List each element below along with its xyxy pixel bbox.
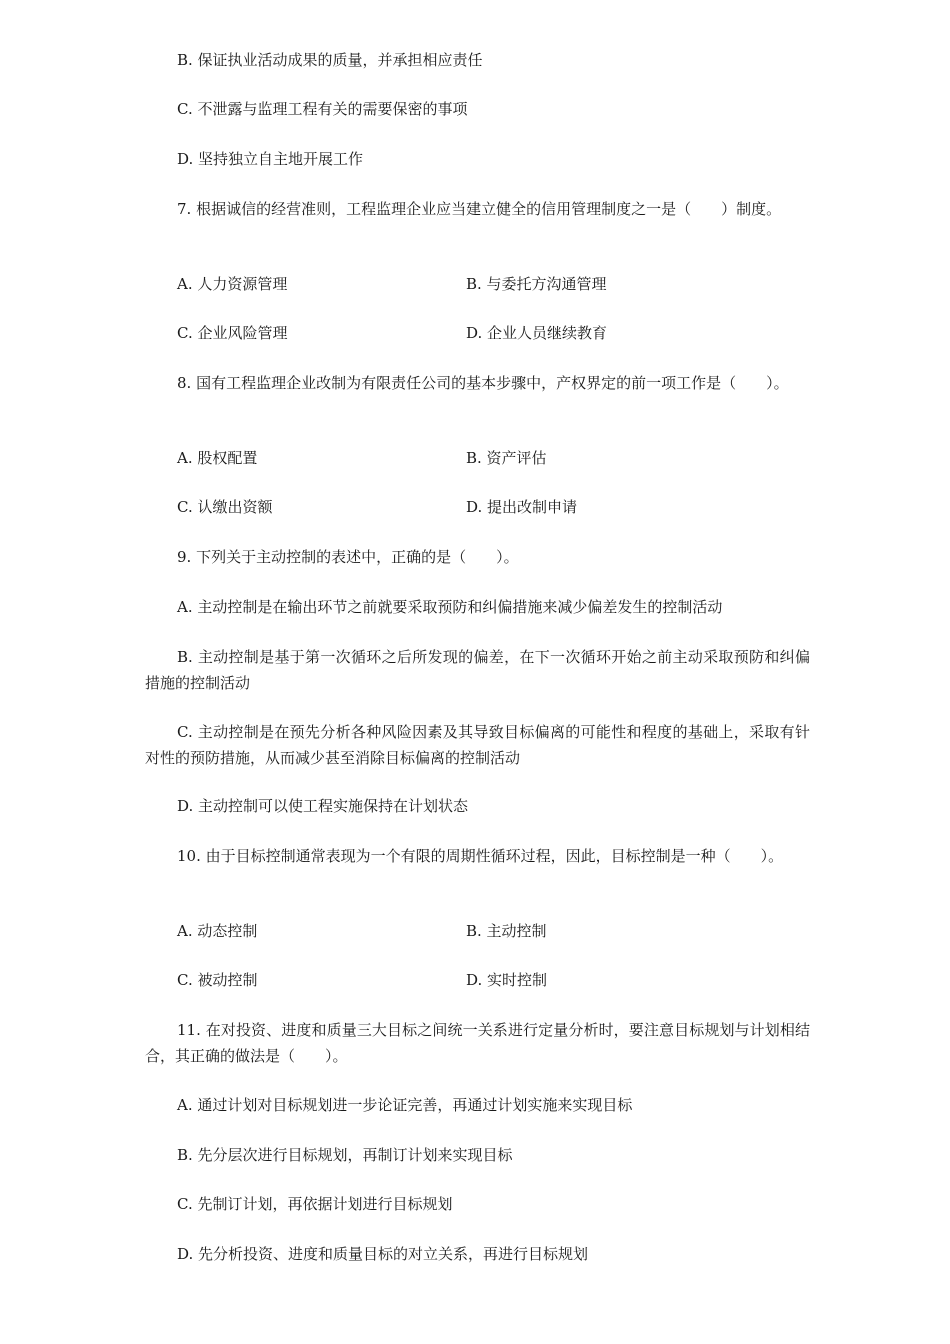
q7-option-a: A. 人力资源管理 [177, 275, 288, 293]
q11-stem: 11. 在对投资、进度和质量三大目标之间统一关系进行定量分析时，要注意目标规划与计划相结合，其正确的做法是（ ）。 [145, 1021, 810, 1065]
q10-stem: 10. 由于目标控制通常表现为一个有限的周期性循环过程，因此，目标控制是一种（ ）。 [177, 847, 784, 865]
q11-option-d: D. 先分析投资、进度和质量目标的对立关系，再进行目标规划 [177, 1245, 589, 1263]
q11-option-a: A. 通过计划对目标规划进一步论证完善，再通过计划实施来实现目标 [177, 1096, 633, 1114]
q6-option-d: D. 坚持独立自主地开展工作 [177, 150, 364, 168]
q10-option-d: D. 实时控制 [466, 971, 548, 989]
q8-stem: 8. 国有工程监理企业改制为有限责任公司的基本步骤中，产权界定的前一项工作是（ ）。 [177, 374, 789, 392]
q10-option-a: A. 动态控制 [177, 922, 258, 940]
q9-stem: 9. 下列关于主动控制的表述中，正确的是（ ）。 [177, 548, 519, 566]
q11-option-c: C. 先制订计划，再依据计划进行目标规划 [177, 1195, 453, 1213]
q9-option-d: D. 主动控制可以使工程实施保持在计划状态 [177, 797, 469, 815]
q7-option-b: B. 与委托方沟通管理 [466, 275, 607, 293]
q7-option-d: D. 企业人员继续教育 [466, 324, 608, 342]
q6-option-c: C. 不泄露与监理工程有关的需要保密的事项 [177, 100, 468, 118]
q10-option-c: C. 被动控制 [177, 971, 258, 989]
q6-option-b: B. 保证执业活动成果的质量，并承担相应责任 [177, 51, 483, 69]
q7-option-c: C. 企业风险管理 [177, 324, 288, 342]
q8-option-d: D. 提出改制申请 [466, 498, 578, 516]
q10-option-b: B. 主动控制 [466, 922, 547, 940]
q8-option-b: B. 资产评估 [466, 449, 547, 467]
q8-option-c: C. 认缴出资额 [177, 498, 273, 516]
q7-stem: 7. 根据诚信的经营准则，工程监理企业应当建立健全的信用管理制度之一是（ ）制度。 [177, 200, 782, 218]
q11-option-b: B. 先分层次进行目标规划，再制订计划来实现目标 [177, 1146, 513, 1164]
q9-option-c: C. 主动控制是在预先分析各种风险因素及其导致目标偏离的可能性和程度的基础上，采取有针对性的预防措施，从而减少甚至消除目标偏离的控制活动 [145, 723, 810, 767]
q9-option-b: B. 主动控制是基于第一次循环之后所发现的偏差，在下一次循环开始之前主动采取预防和纠偏措施的控制活动 [145, 648, 810, 692]
q8-option-a: A. 股权配置 [177, 449, 258, 467]
q9-option-a: A. 主动控制是在输出环节之前就要采取预防和纠偏措施来减少偏差发生的控制活动 [177, 598, 723, 616]
